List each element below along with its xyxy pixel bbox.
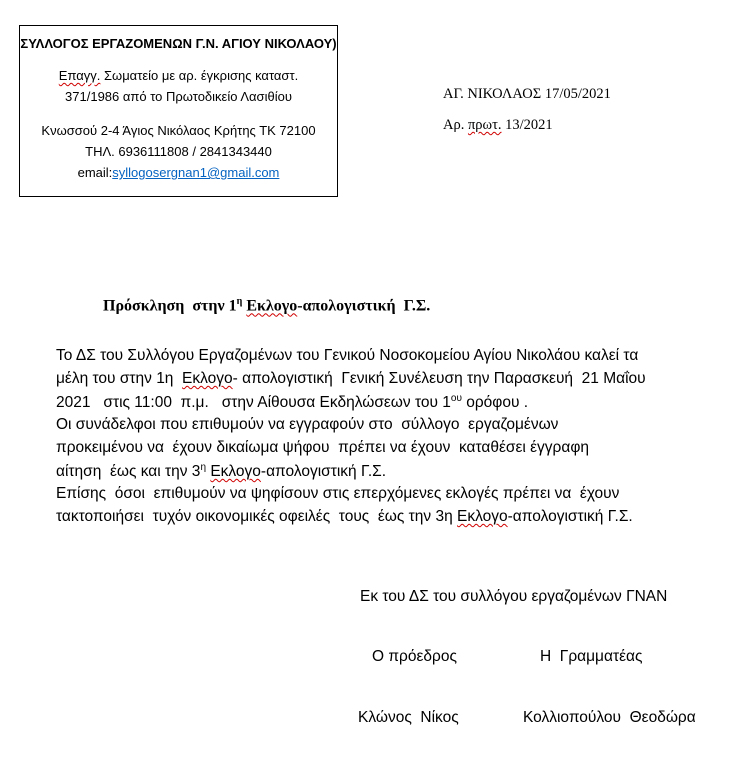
phone-line: ΤΗΛ. 6936111808 / 2841343440 xyxy=(85,144,272,159)
document-heading xyxy=(103,296,430,315)
body-text: -απολογιστική Γ.Σ. xyxy=(507,508,633,525)
body-text: μέλη του στην 1η xyxy=(56,370,183,387)
body-sup: η xyxy=(200,462,206,473)
heading-tail: -απολογιστική Γ.Σ. xyxy=(297,297,431,315)
body-line-6 xyxy=(56,462,386,481)
body-word: Εκλογο xyxy=(182,370,233,387)
president-name: Κλώνος Νίκος xyxy=(358,709,459,726)
on-behalf-line: Εκ του ΔΣ του συλλόγου εργαζομένων ΓΝΑΝ xyxy=(360,588,668,605)
body-line-5: προκειμένου να έχουν δικαίωμα ψήφου πρέπει να έχουν καταθέσει έγγραφη xyxy=(56,439,589,456)
heading-text: Πρόσκληση στην 1 xyxy=(103,297,237,315)
president-title: Ο πρόεδρος xyxy=(372,648,457,665)
body-line-2 xyxy=(56,370,646,388)
body-text: 2021 στις 11:00 π.μ. στην Αίθουσα Εκδηλώσεων του 1 xyxy=(56,394,451,412)
body-line-8 xyxy=(56,508,633,526)
protocol-number xyxy=(443,117,553,134)
email-label: email: xyxy=(77,165,113,180)
registration-line-2: 371/1986 από το Πρωτοδικείο Λασιθίου xyxy=(65,89,292,104)
registration-abbrev: Επαγγ. xyxy=(58,68,101,83)
address-line: Κνωσσού 2-4 Άγιος Νικόλαος Κρήτης ΤΚ 72100 xyxy=(41,123,316,138)
registration-text: Σωματείο με αρ. έγκρισης καταστ. xyxy=(100,68,299,83)
body-text: ορόφου . xyxy=(461,394,529,412)
body-line-1: Το ΔΣ του Συλλόγου Εργαζομένων του Γενικού Νοσοκομείου Αγίου Νικολάου καλεί τα xyxy=(56,347,639,364)
registration-line-1 xyxy=(20,68,337,83)
body-word: Εκλογο xyxy=(457,508,508,525)
association-name: ΣΥΛΛΟΓΟΣ ΕΡΓΑΖΟΜΕΝΩΝ Γ.Ν. ΑΓΙΟΥ ΝΙΚΟΛΑΟΥ) xyxy=(20,36,337,51)
email-link[interactable]: syllogosergnan1@gmail.com xyxy=(112,165,280,180)
body-line-4: Οι συνάδελφοι που επιθυμούν να εγγραφούν στο σύλλογο εργαζομένων xyxy=(56,416,559,433)
body-line-3 xyxy=(56,393,528,412)
body-text: αίτηση έως και την 3 xyxy=(56,463,201,481)
association-header-box xyxy=(19,25,338,197)
ref-abbrev: πρωτ. xyxy=(467,117,502,133)
body-line-7: Επίσης όσοι επιθυμούν να ψηφίσουν στις επερχόμενες εκλογές πρέπει να έχουν xyxy=(56,485,620,502)
heading-word: Εκλογο xyxy=(246,297,298,315)
secretary-name: Κολλιοπούλου Θεοδώρα xyxy=(523,709,696,726)
body-text: τακτοποιήσει τυχόν οικονομικές οφειλές τους έως την 3η xyxy=(56,508,458,525)
heading-sup: η xyxy=(236,296,243,307)
secretary-title: Η Γραμματέας xyxy=(540,648,643,665)
email-line xyxy=(20,165,337,180)
date-line: ΑΓ. ΝΙΚΟΛΑΟΣ 17/05/2021 xyxy=(443,86,611,102)
body-sup: ου xyxy=(450,393,462,404)
ref-number: 13/2021 xyxy=(501,117,553,133)
body-word: Εκλογο xyxy=(210,463,261,481)
ref-label: Αρ. xyxy=(443,117,468,133)
body-text: - απολογιστική Γενική Συνέλευση την Παρασκευή 21 Μαΐου xyxy=(232,370,646,387)
body-text: -απολογιστική Γ.Σ. xyxy=(260,463,387,481)
